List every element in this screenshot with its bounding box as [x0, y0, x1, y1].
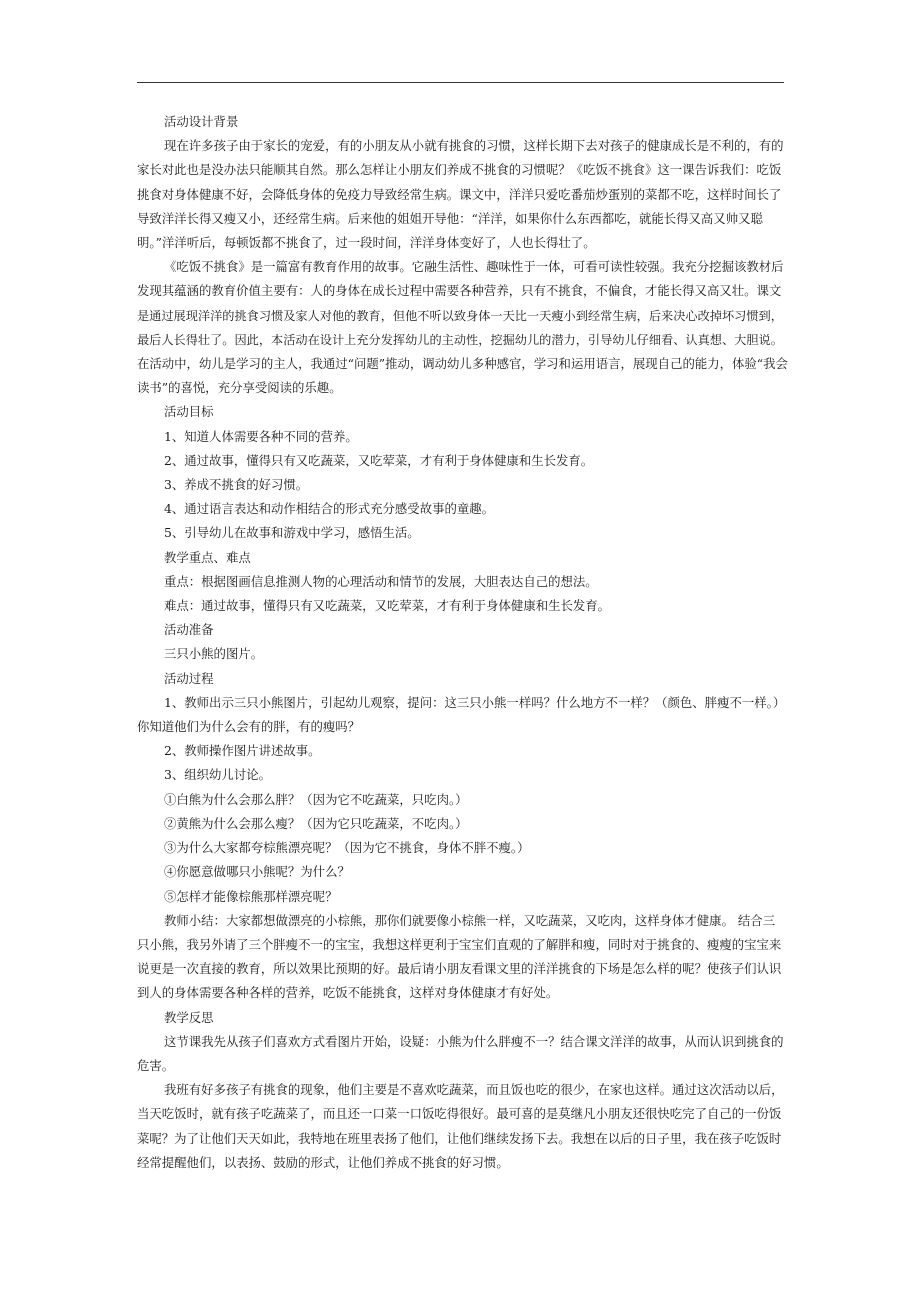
text-line: 挑食对身体健康不好，会降低身体的免疫力导致经常生病。课文中，洋洋只爱吃番茄炒蛋别的菜都不吃，这样时间长了 [137, 186, 782, 202]
text-line: 3、养成不挑食的好习惯。 [164, 477, 309, 493]
text-line: 4、通过语言表达和动作相结合的形式充分感受故事的童趣。 [164, 501, 495, 517]
text-line: 你知道他们为什么会有的胖，有的瘦吗？ [137, 719, 361, 735]
text-line: 3、组织幼儿讨论。 [164, 767, 272, 783]
text-line: 教学重点、难点 [164, 549, 251, 565]
text-line: 2、教师操作图片讲述故事。 [164, 743, 321, 759]
text-line: 发现其蕴涵的教育价值主要有：人的身体在成长过程中需要各种营养，只有不挑食，不偏食，才能长得又高又壮。课文 [137, 283, 782, 299]
text-line: 活动设计背景 [164, 114, 239, 129]
text-line: 菜呢？为了让他们天天如此，我特地在班里表扬了他们，让他们继续发扬下去。我想在以后的日子里，我在孩子吃饭时 [137, 1130, 782, 1146]
document-body [137, 110, 788, 1175]
text-line: 教师小结：大家都想做漂亮的小棕熊，那你们就要像小棕熊一样，又吃蔬菜，又吃肉，这样身体才健康。 结合三 [164, 912, 776, 928]
text-line: 三只小熊的图片。 [164, 646, 264, 662]
text-line: 只小熊，我另外请了三个胖瘦不一的宝宝，我想这样更利于宝宝们直观的了解胖和瘦，同时对于挑食的、瘦瘦的宝宝来 [137, 936, 782, 952]
text-line: 活动准备 [164, 622, 214, 638]
text-line: 5、引导幼儿在故事和游戏中学习，感悟生活。 [164, 525, 420, 541]
text-line: ④你愿意做哪只小熊呢？为什么？ [164, 864, 350, 880]
text-line: 导致洋洋长得又瘦又小，还经常生病。后来他的姐姐开导他：“洋洋，如果你什么东西都吃，就能长得又高又帅又聪 [137, 210, 763, 226]
text-line: 当天吃饭时，就有孩子吃蔬菜了，而且还一口菜一口饭吃得很好。最可喜的是莫继凡小朋友还很快吃完了自己的一份饭 [137, 1106, 782, 1122]
text-line: 难点：通过故事，懂得只有又吃蔬菜，又吃荤菜，才有利于身体健康和生长发育。 [164, 598, 611, 614]
text-line: ⑤怎样才能像棕熊那样漂亮呢？ [164, 888, 338, 904]
text-line: 活动过程 [164, 670, 214, 686]
text-line: 2、通过故事，懂得只有又吃蔬菜，又吃荤菜，才有利于身体健康和生长发育。 [164, 452, 594, 468]
text-line: 活动目标 [164, 404, 214, 420]
text-line: 现在许多孩子由于家长的宠爱，有的小朋友从小就有挑食的习惯，这样长期下去对孩子的健康成长是不利的，有的 [164, 138, 784, 154]
text-line: 说更是一次直接的教育，所以效果比预期的好。最后请小朋友看课文里的洋洋挑食的下场是怎么样的呢？使孩子们认识 [137, 961, 782, 977]
header-rule [137, 82, 784, 83]
text-line: 读书”的喜悦，充分享受阅读的乐趣。 [137, 380, 342, 396]
text-line: 重点：根据图画信息推测人物的心理活动和情节的发展，大胆表达自己的想法。 [164, 573, 598, 589]
text-line: 《吃饭不挑食》是一篇富有教育作用的故事。它融生活性、趣味性于一体，可看可读性较强。我充分挖掘该教材后 [164, 259, 784, 275]
text-line: ③为什么大家都夸棕熊漂亮呢？（因为它不挑食，身体不胖不瘦。） [164, 840, 530, 856]
text-line: 危害。 [137, 1057, 175, 1073]
text-line: ①白熊为什么会那么胖？（因为它不吃蔬菜，只吃肉。） [164, 791, 468, 807]
text-line: 经常提醒他们，以表扬、鼓励的形式，让他们养成不挑食的好习惯。 [137, 1154, 509, 1170]
text-line: 最后人长得壮了。因此，本活动在设计上充分发挥幼儿的主动性，挖掘幼儿的潜力，引导幼儿仔细看、认真想、大胆说。 [137, 332, 783, 347]
text-line: 教学反思 [164, 1009, 214, 1025]
text-line: 是通过展现洋洋的挑食习惯及家人对他的教育，但他不听以致身体一天比一天瘦小到经常生病，后来决心改掉坏习惯到， [137, 308, 783, 323]
text-line: 到人的身体需要各种各样的营养，吃饭不能挑食，这样对身体健康才有好处。 [137, 985, 559, 1001]
text-line: 这节课我先从孩子们喜欢方式看图片开始，设疑：小熊为什么胖瘦不一？结合课文洋洋的故事，从而认识到挑食的 [164, 1033, 784, 1049]
text-line: 明。”洋洋听后，每顿饭都不挑食了，过一段时间，洋洋身体变好了，人也长得壮了。 [137, 235, 596, 251]
text-line: 家长对此也是没办法只能顺其自然。那么怎样让小朋友们养成不挑食的习惯呢？《吃饭不挑食》这一课告诉我们：吃饭 [137, 162, 782, 178]
text-line: 1、教师出示三只小熊图片，引起幼儿观察，提问：这三只小熊一样吗？什么地方不一样？（颜色、胖瘦不一样。） [164, 694, 786, 710]
text-line: 我班有好多孩子有挑食的现象，他们主要是不喜欢吃蔬菜，而且饭也吃的很少，在家也这样。通过这次活动以后， [164, 1082, 784, 1098]
text-line: ②黄熊为什么会那么瘦？（因为它只吃蔬菜，不吃肉。） [164, 815, 468, 831]
text-line: 1、知道人体需要各种不同的营养。 [164, 428, 358, 444]
text-line: 在活动中，幼儿是学习的主人，我通过“问题”推动，调动幼儿多种感官，学习和运用语言，展现自己的能力，体验“我会 [137, 356, 788, 372]
